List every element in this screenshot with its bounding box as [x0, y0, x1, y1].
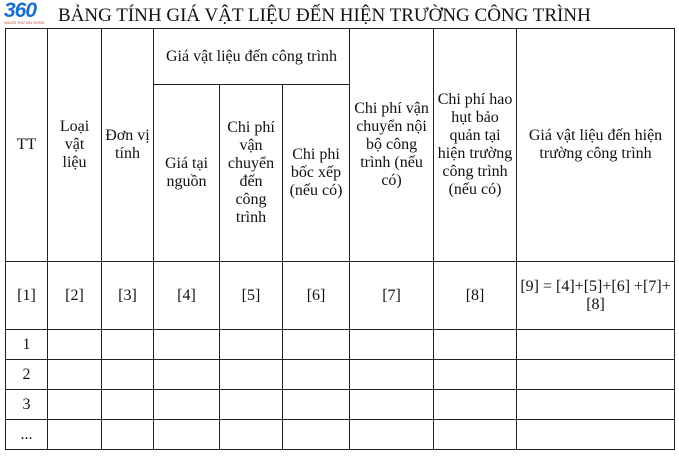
index-cell: [4] — [154, 262, 220, 330]
header-don-vi-tinh: Đơn vị tính — [102, 29, 154, 262]
row-number: 1 — [6, 330, 48, 360]
row-number: ... — [6, 420, 48, 450]
formula-cell: [9] = [4]+[5]+[6] +[7]+[8] — [517, 262, 675, 330]
index-cell: [5] — [220, 262, 283, 330]
logo — [4, 1, 48, 29]
index-row — [6, 262, 675, 330]
header-chi-phi-boc-xep: Chi phi bốc xếp (nếu có) — [283, 85, 350, 262]
logo-tagline: NGƯỜI THỢ XÂY DỰNG — [4, 21, 45, 25]
header-tt: TT — [6, 29, 48, 262]
table-row — [6, 420, 675, 450]
index-cell: [8] — [434, 262, 517, 330]
header-chi-phi-hao-hut: Chi phí hao hụt bảo quản tại hiện trường công trình (nếu có) — [434, 29, 517, 262]
table-row — [6, 360, 675, 390]
header-loai-vat-lieu: Loại vật liệu — [48, 29, 102, 262]
header-gia-den-hien-truong: Giá vật liệu đến hiện trường công trình — [517, 29, 675, 262]
material-cost-table — [5, 28, 675, 450]
index-cell: [1] — [6, 262, 48, 330]
logo-brand: 360 — [4, 0, 37, 22]
index-cell: [3] — [102, 262, 154, 330]
table-row — [6, 390, 675, 420]
row-number: 3 — [6, 390, 48, 420]
header-group-gia-den-cong-trinh: Giá vật liệu đến công trình — [154, 29, 350, 85]
page-title: BẢNG TÍNH GIÁ VẬT LIỆU ĐẾN HIỆN TRƯỜNG CÔNG TRÌNH — [58, 5, 591, 26]
header-chi-phi-noi-bo: Chi phí vận chuyển nội bộ công trình (nếu có) — [350, 29, 434, 262]
index-cell: [6] — [283, 262, 350, 330]
index-cell: [7] — [350, 262, 434, 330]
header-gia-tai-nguon: Giá tại nguồn — [154, 85, 220, 262]
index-cell: [2] — [48, 262, 102, 330]
table-row — [6, 330, 675, 360]
row-number: 2 — [6, 360, 48, 390]
header-chi-phi-van-chuyen: Chi phí vận chuyển đến công trình — [220, 85, 283, 262]
